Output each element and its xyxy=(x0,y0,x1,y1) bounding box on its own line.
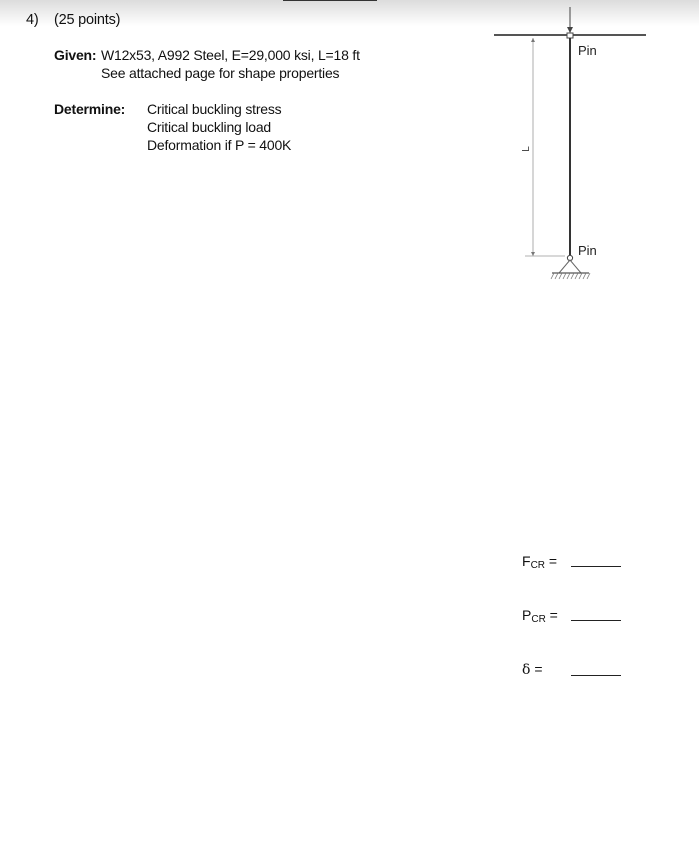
determine-item: Deformation if P = 400K xyxy=(147,137,292,153)
delta-equals: = xyxy=(530,661,543,677)
load-arrow xyxy=(567,7,573,33)
length-label: L xyxy=(521,146,532,152)
given-line-2: See attached page for shape properties xyxy=(101,65,340,81)
determine-item: Critical buckling stress xyxy=(147,101,282,117)
delta-answer-label xyxy=(522,661,543,678)
problem-number: 4) xyxy=(26,12,39,28)
bottom-pin-support xyxy=(551,255,590,279)
fcr-subscript: CR xyxy=(530,560,546,571)
pcr-subscript: CR xyxy=(531,614,546,625)
fcr-answer-label xyxy=(522,553,557,569)
delta-answer-blank[interactable] xyxy=(571,675,621,676)
fcr-equals: = xyxy=(545,553,558,569)
given-label: Given: xyxy=(54,47,97,63)
bottom-pin-label: Pin xyxy=(578,243,597,258)
fcr-answer-blank[interactable] xyxy=(571,566,621,567)
column-diagram xyxy=(0,0,699,300)
determine-label: Determine: xyxy=(54,101,126,117)
fcr-symbol: F xyxy=(522,553,531,569)
pcr-symbol: P xyxy=(522,607,532,623)
determine-item: Critical buckling load xyxy=(147,119,271,135)
delta-symbol: δ xyxy=(522,662,531,678)
pcr-equals: = xyxy=(545,607,558,623)
pcr-answer-label xyxy=(522,607,558,623)
top-pin xyxy=(567,33,573,38)
pcr-answer-blank[interactable] xyxy=(571,620,621,621)
problem-points: (25 points) xyxy=(54,12,121,28)
top-pin-label: Pin xyxy=(578,43,597,58)
given-line-1: W12x53, A992 Steel, E=29,000 ksi, L=18 ft xyxy=(101,47,360,63)
